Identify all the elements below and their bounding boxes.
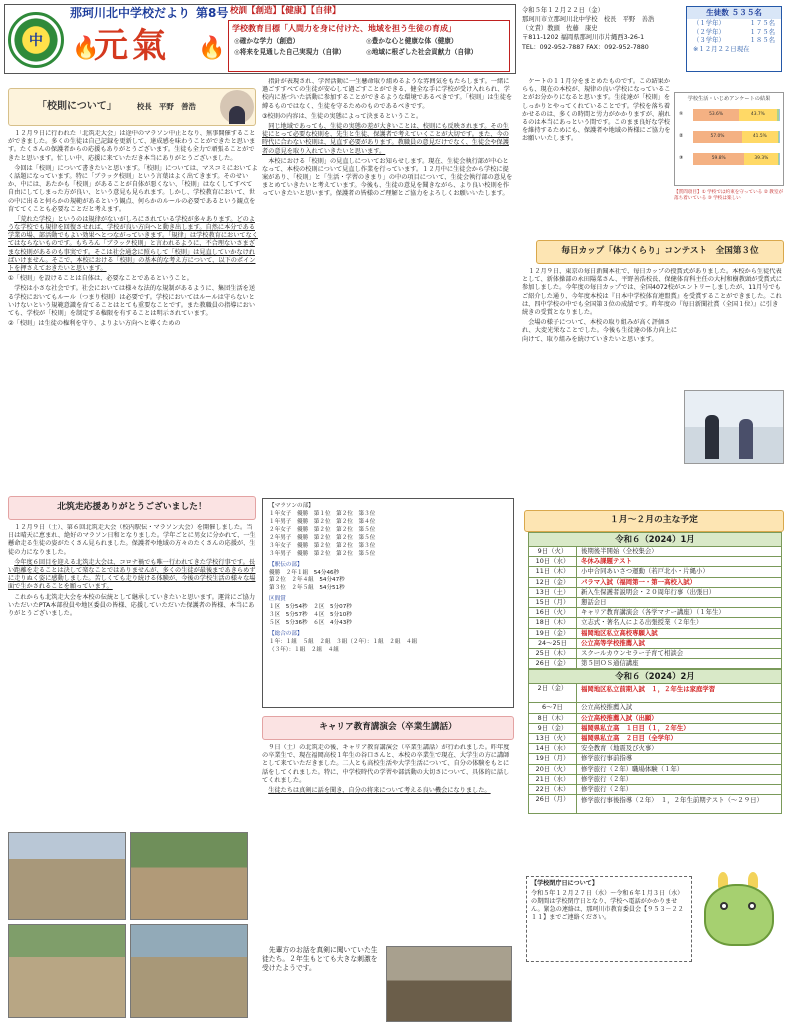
survey-bar-segment: 53.6% <box>693 109 739 121</box>
schedule-date: 9日（火） <box>529 547 577 556</box>
results-title: 【マラソンの部】 <box>269 503 314 509</box>
schedule-event: 小中合同あいさつ運動（若戸北小・片縄小） <box>581 567 709 576</box>
enrollment-row: （３学年） １８５名 <box>693 36 775 45</box>
schedule-event: 福岡地区私立前期入試 １，２年生は家庭学習 <box>581 685 716 694</box>
race-photo <box>130 924 248 1018</box>
goal-item: ◎豊かな心と健康な体（健康） <box>366 37 458 45</box>
schedule-row <box>528 734 782 744</box>
school-logo: 中 <box>8 12 64 68</box>
goal-items <box>234 36 506 58</box>
results-row: ３年男子 優勝 第２位 第２位 第５位 <box>269 550 376 557</box>
dragon-illustration <box>694 862 784 962</box>
schedule-date: 19日（月） <box>529 754 577 763</box>
schedule-row <box>528 703 782 713</box>
schedule-date: 6～7日 <box>529 703 577 712</box>
schedule-row <box>528 588 782 598</box>
schedule-banner: １月～２月の主な予定 <box>524 510 784 532</box>
paragraph: １２月９日に行われた「北筑走大会」は途中のマラソン中止となり、無事開催することができました。多くの生徒は自己記録を更新して、達成感を味わうことができたと思います。たくさんの保護者からの応援もありがとうございます。生徒も全力で頑張ることができたと思います。忙しい中、応援に来ていただき本当にありがとうございました。 <box>8 130 256 162</box>
paragraph: 本校における「校則」の見直しについてお知らせします。現在、生徒会執行部が中心となって、本校の校則について見直し作業を行っています。１２月中に生徒会から学校に提案があり、「校則」と「生活・学習のきまり」の中の項目について、生徒会執行部の意見をまとめていきたいと考えています。今後も、生徒の意見を聞きながら、より良い校則を作っていきたいと思います。保護者の皆様のご理解とご協力をよろしくお願いいたします。 <box>262 157 513 198</box>
schedule-row <box>528 608 782 618</box>
goal-item: ◎確かな学力（創造） <box>234 37 300 45</box>
education-goal: 学校教育目標「人間力を身に付けた、地域を担う生徒の育成」 <box>232 24 456 33</box>
rules-article-author: 校長 平野 善浩 <box>136 102 196 112</box>
principal-photo <box>220 90 254 124</box>
goal-item: ◎地域に根ざした社会貢献力（自律） <box>366 48 478 57</box>
issue-number: 第8号 <box>196 6 229 20</box>
paragraph: 生徒たちは真剣に話を聞き、自分の将来について考える良い機会になりました。 <box>268 786 491 794</box>
schedule-date: 21日（水） <box>529 775 577 784</box>
lecture-photo <box>386 946 512 1022</box>
survey-bar-label: ② <box>679 133 684 139</box>
survey-bar-label: ③ <box>679 155 684 161</box>
schedule-event: 新入生保護者説明会・２０周年行事（出張日） <box>581 587 716 596</box>
survey-bar-segment: 39.3% <box>744 153 778 165</box>
survey-bar-segment: 57.0% <box>693 131 742 143</box>
closure-text: 令和５年１２月２７日（水）～令和６年１月３日（水）の期間は学校閉庁日となり、学校へ電話がかかりません。緊急の連絡は、那珂川市教育委員会【９５３－２２１１】までご連絡ください。 <box>531 890 684 922</box>
school-name: 那珂川北中学校だより <box>70 6 191 20</box>
schedule-date: 10日（水） <box>529 557 577 566</box>
survey-footnote: 【質問項目】① 学校では約束を守っている ② 教室が落ち着いている ③ 学校は楽しい <box>674 190 784 201</box>
issue-info <box>522 6 682 52</box>
schedule-row <box>528 765 782 775</box>
total-row: （３年）：１組 ２組 ４組 <box>269 646 339 653</box>
paragraph: ③校則の内容は、生徒の実態によって決まるということ。 <box>262 112 423 120</box>
paragraph: 「荒れた学校」というのは規律がないがしろにされている学校が多々あります。どのような学校でも規律を回復させれば、学校が良い方向へと動き出します。自然に本分である学業の場、部活動でもよい効果へとつながっていきます。「規律」は学校教育においてなくてはならないものです。もちろん「ブラック校則」と言われるように、不合理ないさまざまな校則があるのも事実です。そこは社会通念に照らして「校則」は見直していかなければいけません。そこで、本校における「校則」の基本的な考え方について、以下のポイントを押さえておきたいと思います。 <box>8 215 258 272</box>
schedule-event: キャリア教育講演会（各学マナー講座）（１年生） <box>581 608 725 617</box>
schedule-event: 冬休み課題テスト <box>581 557 632 566</box>
paragraph: １２月９日、東京の毎日新聞本社で、毎日カップの授賞式がありました。本校から生徒代表として、新体操部の永田陽菜さん、平野善浩校長、保健体育科主任の大村和樹教頭が受賞式に参加しました。今年度の毎日カップでは、全国4072校がエントリーしましたが、11月号でもご紹介した通り、今年度本校は『日本中学校体育連盟賞』を受賞することができました。これは、四中学校の中でも全国第３位の成績です。昨年度の『毎日新聞社賞（全国１位）』に引き続きの受賞となりました。 <box>522 268 783 316</box>
publisher: 那珂川市立那珂川北中学校 校長 平野 善浩 <box>522 16 655 24</box>
schedule-event: 第５回ＯＳ通信講座 <box>581 659 639 668</box>
schedule-row <box>528 618 782 628</box>
kubun-row: ３区 5分57秒 ４区 5分10秒 <box>269 612 352 619</box>
schedule-date: 25日（木） <box>529 649 577 658</box>
survey-bar <box>693 131 779 143</box>
schedule-date: 19日（金） <box>529 629 577 638</box>
award-photo <box>684 390 784 464</box>
schedule-event: 後期後半開始（全校集会） <box>581 547 658 556</box>
paragraph: 今年度６回目を迎える北筑走大会は、コロナ禍でも唯一行われてきた学校行事です。長い距離を走ることは決して楽なことではありませんが、多くの生徒が最後まであきらめずに走りぬく姿に感動しました。苦しくても走り続ける体験が、今後の学校生活の様々な場面で生かされることを願っています。 <box>8 558 256 591</box>
race-photo <box>8 832 126 920</box>
schedule-event: 福岡県私立高 １日目（１，２年生） <box>581 723 690 732</box>
rules-article-body-3 <box>522 78 672 238</box>
rules-article-body-2 <box>262 78 514 488</box>
schedule-row <box>528 578 782 588</box>
relay-row: 第３位 ２年５組 54分51秒 <box>269 585 345 592</box>
survey-bar-segment: 41.5% <box>742 131 778 143</box>
thanks-banner: 北筑走応援ありがとうございました！ <box>8 496 256 520</box>
school-mottos: 校訓【創造】【健康】【自律】 <box>230 6 341 16</box>
race-photo <box>8 924 126 1018</box>
career-banner: キャリア教育講演会（卒業生講話） <box>262 716 514 740</box>
paragraph: 同じ地域であっても、生徒の実態の差が大きいことは、校則にも反映されます。その生徒にとって必要な校則を、先生と生徒、保護者で考えていくことが大切です。また、今の時代に合わない校則は、見直す必要があります。教職員の意見だけでなく、生徒会や保護者の意見を取り入れていきたいと思います。 <box>262 122 509 155</box>
paragraph: 指針が表現され、学習活動に一生懸命取り組めるような雰囲気をもたらします。一緒に過ごすすべての生徒が安心して過ごすことができる、健全な手に学校が受け入れられ、学校内に基づいた活動に参加することができるような環境であるべきです。「校則」は生徒を縛るものではなく、生徒を守るためのものであるべきです。 <box>262 78 513 110</box>
schedule-date: 12日（金） <box>529 578 577 587</box>
results-row: ２年女子 優勝 第２位 第２位 第５位 <box>269 526 376 533</box>
schedule-date: 24～25日 <box>529 639 577 648</box>
schedule-event: 修学旅行事後指導（２年） １，２年生前期テスト（～２９日） <box>581 796 763 805</box>
schedule-event: 懇話会日 <box>581 598 607 607</box>
issue-date: 令和５年１２月２２日（金） <box>522 7 604 14</box>
relay-row: 優勝 ２年１組 54分46秒 <box>269 569 340 576</box>
closure-notice <box>526 876 692 962</box>
enrollment-row: ※１２月２２日現在 <box>693 44 750 53</box>
enrollment-row: （１学年） １７５名 <box>693 19 775 28</box>
paragraph: ９日（土）の北筑走の後、キャリア教育講演会（卒業生講話）が行われました。昨年度の卒業生で、現在福岡高校１年生の谷口さんと、本校の卒業生で現在、大学生の方に講師として来ていただきました。二人とも高校生活や大学生活について、自分の体験をもとに話をしてくれました。特に、中学校時代の学習や部活動の大切さについて、具体的に話してくれました。 <box>262 744 510 784</box>
schedule-month: 令和６（2024）1月 <box>528 532 782 547</box>
schedule-row <box>528 629 782 639</box>
relay-row: 第２位 ２年４組 54分47秒 <box>269 577 345 584</box>
schedule-date: 2日（金） <box>529 684 577 702</box>
paragraph: 学校は小さな社会です。社会においては様々な法的な規制があるように、集団生活を送る学校においてもルール（つまり校則）は必要です。学校においてはルールは守らないといけないという規範意識を育てることはとても重要なことです。また教職員の指導においても、学校が「校則」を制定する権限を有することは明示されています。 <box>8 285 256 317</box>
enrollment-box <box>686 6 782 72</box>
flame-icon: 🔥 <box>198 36 226 61</box>
survey-bar <box>693 153 779 165</box>
newsletter-title: 元氣 <box>94 26 170 66</box>
career-body <box>262 744 514 944</box>
paragraph: これからも北筑走大会を本校の伝統として継承していきたいと思います。運営にご協力いただいたPTA本部役員や地区委員の皆様、応援していただいた保護者の皆様、本当にありがとうございました。 <box>8 593 256 617</box>
schedule-row <box>528 795 782 814</box>
schedule-row <box>528 714 782 724</box>
survey-bar-label: ① <box>679 111 684 117</box>
results-row: １年男子 優勝 第２位 第２位 第４位 <box>269 518 376 525</box>
results-row: ３年女子 優勝 第２位 第２位 第３位 <box>269 542 376 549</box>
schedule-row <box>528 684 782 703</box>
schedule-date: 16日（火） <box>529 608 577 617</box>
survey-bar <box>693 109 779 121</box>
schedule-event: スクールカウンセラー子育て相談会 <box>581 648 684 657</box>
results-row: ２年男子 優勝 第２位 第２位 第５位 <box>269 534 376 541</box>
editor: （文責）教頭 佐藤 康史 <box>522 25 598 33</box>
kubun-row: ５区 5分36秒 ６区 4分43秒 <box>269 620 352 627</box>
career-caption <box>262 946 382 1022</box>
schedule-event: 福岡県私立高 ２日目（全学年） <box>581 734 677 742</box>
results-row: １年女子 優勝 第１位 第２位 第３位 <box>269 510 376 517</box>
paragraph: ケートの１１月分をまとめたものです。この結果からも、現在の本校が、規律の良い学校になっていることがお分かりになると思います。生徒達が「校則」をしっかりとやってくれていることです。学校を落ち着かせるのは、多くの時間と労力がかかりますが、崩れるのは本当にあっという間です。このまま良好な学校を維持するためにも、保護者や地域の皆様にご協力をお願いいたします。 <box>522 78 671 143</box>
total-title: 【総合の部】 <box>269 631 303 638</box>
survey-graph <box>674 92 784 186</box>
schedule-date: 22日（木） <box>529 785 577 794</box>
kubun-title: 区間賞 <box>269 596 286 603</box>
thanks-body <box>8 524 258 824</box>
schedule-row <box>528 754 782 764</box>
kubun-row: １区 5分54秒 ２区 5分07秒 <box>269 604 352 611</box>
rules-article-body <box>8 130 258 492</box>
schedule-event: 修学旅行（２年） <box>581 774 633 783</box>
schedule-row <box>528 785 782 795</box>
schedule-date: 26日（月） <box>529 795 577 813</box>
mainichi-cup-banner: 毎日カップ「体力くらり」コンテスト 全国第３位 <box>536 240 784 264</box>
schedule-date: 11日（木） <box>529 567 577 576</box>
schedule-row <box>528 598 782 608</box>
schedule-event: 公立高校推薦入試 <box>581 703 633 712</box>
schedule-date: 15日（月） <box>529 598 577 607</box>
schedule-month: 令和６（2024）2月 <box>528 669 782 684</box>
relay-title: 【駅伝の部】 <box>269 561 303 568</box>
schedule-event: 公立高校推薦入試（出願） <box>581 713 658 722</box>
schedule-row <box>528 547 782 557</box>
paragraph: 先輩方のお話を真剣に聞いていた生徒たち。２年生もとても大きな刺激を受けたようです。 <box>262 946 378 972</box>
schedule-row <box>528 639 782 649</box>
enrollment-row: （２学年） １７５名 <box>693 27 775 36</box>
schedule-event: 公立高等学校推薦入試 <box>581 638 645 647</box>
schedule-row <box>528 557 782 567</box>
rules-article-banner <box>8 88 256 126</box>
paragraph: ②「校則」は生徒の権利を守り、よりよい方向へと導くための <box>8 320 181 328</box>
schedule-event: 修学旅行事前指導 <box>581 754 633 763</box>
schedule-event: 修学旅行（２年） <box>581 784 633 793</box>
schedule-date: 13日（火） <box>529 734 577 743</box>
paragraph: 今回は「校則」について書きたいと思います。「校則」については、マスコミにおいてよく話題になっています。特に「ブラック校則」という言葉はよく出てきます。そのせいか、中には、あたかも「校則」があることが自体が悪くない、「校則」はなくしてすべて自由にしてしまった方が良い、という意見も見られます。しかし、学校教育において、世の中に出ると何らかの規範があるという観点、何らかのルールの必要であるという観点を育ててくことも必要なことだと考えます。 <box>8 164 258 213</box>
paragraph: ①「校則」を設けることは自体は、必要なことであるということ。 <box>8 275 193 283</box>
schedule-row <box>528 659 782 669</box>
schedule-date: 8日（木） <box>529 714 577 723</box>
schedule-date: 14日（水） <box>529 744 577 753</box>
flame-icon: 🔥 <box>72 36 100 61</box>
schedule-row <box>528 724 782 734</box>
schedule-event: 修学旅行（２年）職場体験（１年） <box>581 764 684 773</box>
enrollment-title: 生徒数 ５３５名 <box>687 7 781 19</box>
contact: TEL：092-952-7887 FAX：092-952-7880 <box>522 43 649 51</box>
schedule-event: 安全教育（地震及び火事） <box>581 744 658 753</box>
schedule-date: 26日（金） <box>529 659 577 668</box>
schedule-date: 20日（火） <box>529 765 577 774</box>
address: 〒811-1202 福岡県那珂川市片縄西3-26-1 <box>522 34 645 42</box>
race-photo <box>130 832 248 920</box>
schedule-event: 福岡地区私立高校専願入試 <box>581 628 658 637</box>
survey-bar-segment: 59.8% <box>693 153 744 165</box>
goal-item: ◎将来を見通した自己実現力（自律） <box>234 48 346 57</box>
schedule-row <box>528 775 782 785</box>
schedule-date: 13日（土） <box>529 588 577 597</box>
total-row: １年：１組 ５組 ２組 ３組（２年）：１組 ２組 ４組 <box>269 639 418 645</box>
survey-bar-segment: 43.7% <box>739 109 777 121</box>
schedule-row <box>528 567 782 577</box>
closure-title: 【学校閉庁日について】 <box>531 880 598 887</box>
schedule-date: 9日（金） <box>529 724 577 733</box>
schedule-row <box>528 744 782 754</box>
paragraph: １２月９日（土）、第６回北筑走大会（校内駅伝・マラソン大会）を開催しました。当日は晴天に恵まれ、絶好のマラソン日和となりました。学年ごとに男女に分かれて、一生懸命走る生徒の姿がたくさん見られました。保護者や地域の方々のたくさんの応援が、生徒の力になりました。 <box>8 524 256 556</box>
race-results <box>262 498 514 708</box>
survey-title: 学校生活・いじめアンケートの結果 <box>687 96 771 102</box>
schedule-table <box>528 532 782 814</box>
rules-article-title: 「校則について」 <box>37 101 117 113</box>
schedule-date: 18日（木） <box>529 618 577 627</box>
paragraph: 会場の様子について、本校の取り組みが高く評価され、大変光栄なことでした。今後も生徒達の体力向上に向けて、取り組みを続けていきたいと思います。 <box>522 319 678 343</box>
schedule-event: 立志式・著名人による出張授業（２年生） <box>581 618 703 627</box>
schedule-event: パラマ入試（福岡第一・第一高校入試） <box>581 577 697 586</box>
schedule-row <box>528 649 782 659</box>
